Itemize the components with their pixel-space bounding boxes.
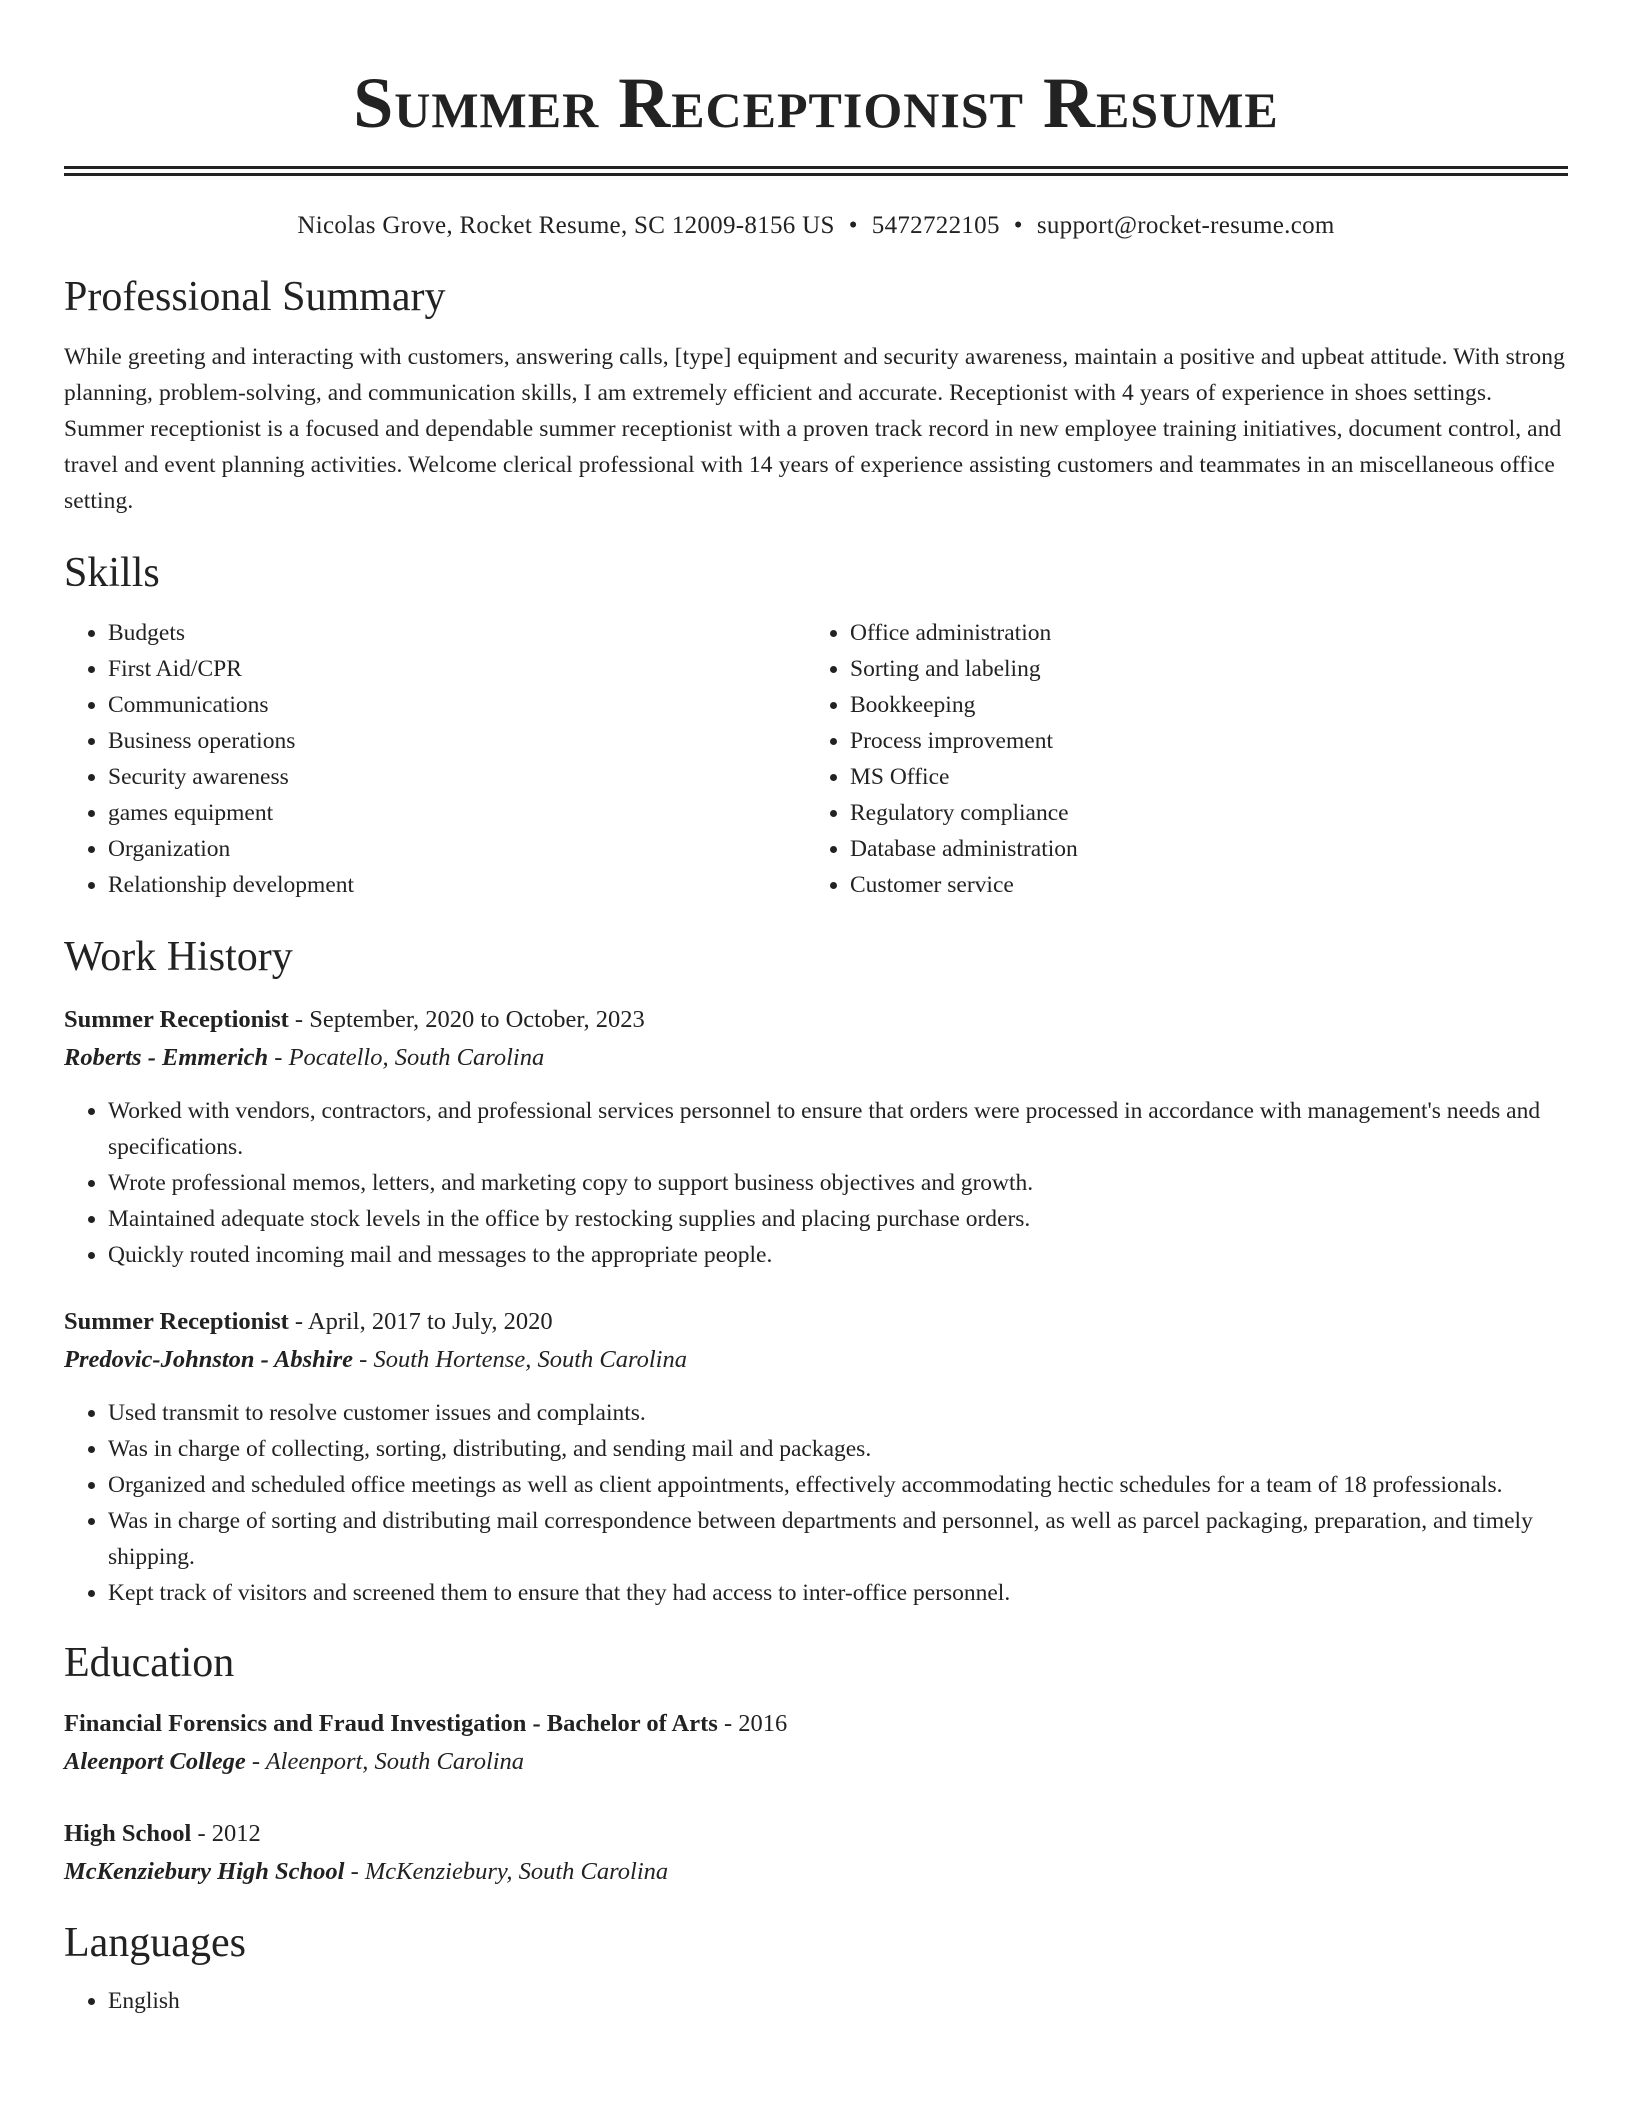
- skills-columns: [64, 615, 1568, 903]
- job-entry: [64, 1303, 1568, 1611]
- job-bullet: • Organized and scheduled office meetings as well as client appointments, effectively accommodating hectic schedules for a team of 18 professionals.: [108, 1467, 1568, 1503]
- resume-page: [64, 0, 1568, 2019]
- skill-item: • MS Office: [850, 759, 1548, 795]
- contact-phone: 5472722105: [871, 212, 1000, 239]
- job-location: South Hortense, South Carolina: [373, 1346, 687, 1373]
- job-bullet: • Used transmit to resolve customer issues and complaints.: [108, 1395, 1568, 1431]
- education-entry: [64, 1815, 1568, 1891]
- skill-item: • Database administration: [850, 831, 1548, 867]
- education-heading: Education: [64, 1640, 235, 1686]
- job-company-line: Roberts - Emmerich - Pocatello, South Carolina: [64, 1044, 545, 1071]
- skill-item: • Office administration: [850, 615, 1548, 651]
- job-company: Predovic-Johnston - Abshire: [64, 1346, 354, 1373]
- skill-item: • Sorting and labeling: [850, 651, 1548, 687]
- skill-item: • Regulatory compliance: [850, 795, 1548, 831]
- skills-list-right: [806, 615, 1548, 903]
- skills-list-left: [64, 615, 806, 903]
- job-bullet: • Was in charge of sorting and distributing mail correspondence between departments and personnel, as well as parcel packaging, preparation, and timely shipping.: [108, 1503, 1568, 1575]
- job-bullet: • Was in charge of collecting, sorting, distributing, and sending mail and packages.: [108, 1431, 1568, 1467]
- skill-item: • First Aid/CPR: [108, 651, 806, 687]
- work-history-heading: Work History: [64, 934, 293, 980]
- skill-item: • Relationship development: [108, 867, 806, 903]
- contact-email: support@rocket-resume.com: [1036, 212, 1335, 239]
- education-degree: Financial Forensics and Fraud Investigation - Bachelor of Arts: [64, 1710, 718, 1737]
- job-dates: September, 2020 to October, 2023: [309, 1006, 645, 1033]
- education-location: McKenziebury, South Carolina: [364, 1858, 669, 1885]
- skill-item: • Process improvement: [850, 723, 1548, 759]
- skill-item: • Budgets: [108, 615, 806, 651]
- skill-item: • Communications: [108, 687, 806, 723]
- skill-item: • Business operations: [108, 723, 806, 759]
- job-bullet: • Kept track of visitors and screened them to ensure that they had access to inter-office personnel.: [108, 1575, 1568, 1611]
- education-location: Aleenport, South Carolina: [265, 1748, 525, 1775]
- job-bullet: • Worked with vendors, contractors, and professional services personnel to ensure that orders were processed in accordance with management's needs and specifications.: [108, 1093, 1568, 1165]
- skill-item: • Bookkeeping: [850, 687, 1548, 723]
- job-company-line: Predovic-Johnston - Abshire - South Hortense, South Carolina: [64, 1346, 687, 1373]
- job-title: Summer Receptionist: [64, 1006, 289, 1033]
- job-company: Roberts - Emmerich: [64, 1044, 269, 1071]
- job-location: Pocatello, South Carolina: [288, 1044, 545, 1071]
- contact-line: [64, 209, 1568, 243]
- contact-separator: •: [1013, 212, 1023, 239]
- skills-column-left: [64, 615, 806, 903]
- job-dates: April, 2017 to July, 2020: [307, 1308, 553, 1335]
- education-year: 2012: [211, 1820, 261, 1847]
- job-bullet: • Maintained adequate stock levels in the office by restocking supplies and placing purchase orders.: [108, 1201, 1568, 1237]
- education-entry: [64, 1705, 1568, 1781]
- job-bullet: • Wrote professional memos, letters, and marketing copy to support business objectives and growth.: [108, 1165, 1568, 1201]
- education-year: 2016: [738, 1710, 788, 1737]
- language-item: • English: [108, 1983, 1568, 2019]
- skill-item: • Security awareness: [108, 759, 806, 795]
- job-bullet: • Quickly routed incoming mail and messages to the appropriate people.: [108, 1237, 1568, 1273]
- education-school-line: McKenziebury High School - McKenziebury, South Carolina: [64, 1858, 669, 1885]
- job-bullets: [64, 1093, 1568, 1273]
- resume-title: Summer Receptionist Resume: [353, 63, 1279, 143]
- skill-item: • Customer service: [850, 867, 1548, 903]
- summary-heading: Professional Summary: [64, 274, 446, 320]
- languages-list: [64, 1983, 1568, 2019]
- skills-column-right: [806, 615, 1548, 903]
- job-title: Summer Receptionist: [64, 1308, 289, 1335]
- job-bullets: [64, 1395, 1568, 1611]
- job-title-line: Summer Receptionist - September, 2020 to October, 2023: [64, 1006, 645, 1033]
- skills-heading: Skills: [64, 550, 160, 596]
- education-degree-line: Financial Forensics and Fraud Investigation - Bachelor of Arts - 2016: [64, 1710, 788, 1737]
- job-entry: [64, 1001, 1568, 1273]
- skill-item: • Organization: [108, 831, 806, 867]
- languages-heading: Languages: [64, 1920, 246, 1966]
- contact-address: Nicolas Grove, Rocket Resume, SC 12009-8156 US: [297, 212, 835, 239]
- summary-text: While greeting and interacting with customers, answering calls, [type] equipment and security awareness, maintain a positive and upbeat attitude. With strong planning, problem-solving, and communication skills, I am extremely efficient and accurate. Receptionist with 4 years of experience in shoes settings. Summer receptionist is a focused and dependable summer receptionist with a proven track record in new employee training initiatives, document control, and travel and event planning activities. Welcome clerical professional with 14 years of experience assisting customers and teammates in an miscellaneous office setting.: [64, 344, 1565, 514]
- job-title-line: Summer Receptionist - April, 2017 to July, 2020: [64, 1308, 553, 1335]
- contact-separator: •: [848, 212, 858, 239]
- education-school-line: Aleenport College - Aleenport, South Carolina: [64, 1748, 525, 1775]
- education-school: McKenziebury High School: [64, 1858, 345, 1885]
- education-school: Aleenport College: [64, 1748, 246, 1775]
- title-divider: [64, 166, 1568, 176]
- education-degree: High School: [64, 1820, 192, 1847]
- education-degree-line: High School - 2012: [64, 1820, 261, 1847]
- skill-item: • games equipment: [108, 795, 806, 831]
